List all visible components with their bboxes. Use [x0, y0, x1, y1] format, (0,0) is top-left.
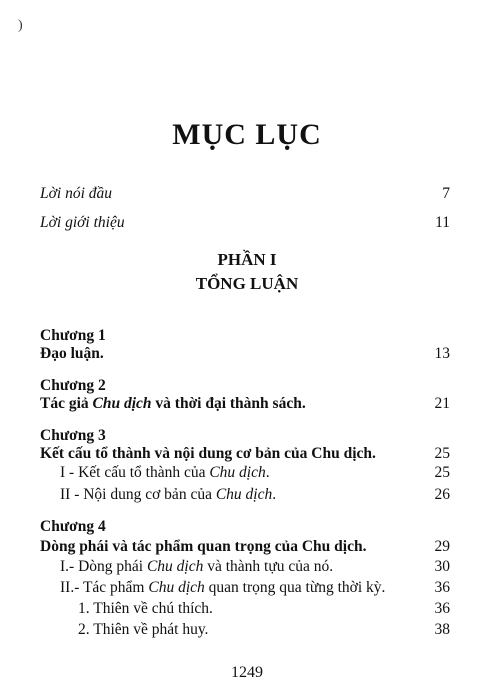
toc-entry-page: 25: [434, 445, 450, 462]
toc-entry-page: 36: [434, 579, 450, 596]
toc-entry-page: 30: [434, 558, 450, 575]
toc-entry-page: 26: [434, 486, 450, 503]
toc-entry-subsection[interactable]: [40, 599, 450, 619]
corner-mark: ): [18, 18, 23, 33]
toc-entry-page: 13: [434, 345, 450, 362]
chapter-title: Dòng phái và tác phẩm quan trọng của Chu dịch.: [40, 538, 367, 555]
page-title: MỤC LỤC: [172, 118, 322, 151]
toc-entry-section[interactable]: [40, 485, 450, 505]
toc-entry-page: 25: [434, 464, 450, 481]
toc-entry-section[interactable]: [40, 578, 450, 598]
chapter-title: Kết cấu tổ thành và nội dung cơ bản của Chu dịch.: [40, 445, 376, 462]
section-title: I - Kết cấu tổ thành của Chu dịch.: [60, 464, 270, 481]
toc-entry-introduction[interactable]: [40, 213, 450, 233]
subsection-title: 2. Thiên về phát huy.: [78, 621, 209, 638]
chapter-heading: Chương 2: [40, 377, 106, 394]
toc-entry-section[interactable]: [40, 463, 450, 483]
toc-entry-chapter-3[interactable]: [40, 444, 450, 464]
page-number: 1249: [231, 664, 263, 681]
toc-entry-page: 29: [434, 538, 450, 555]
toc-entry-chapter-1[interactable]: [40, 344, 450, 364]
chapter-heading: Chương 3: [40, 427, 106, 444]
section-title: II.- Tác phẩm Chu dịch quan trọng qua từng thời kỳ.: [60, 579, 386, 596]
chapter-heading: Chương 4: [40, 518, 106, 535]
section-title: I.- Dòng phái Chu dịch và thành tựu của nó.: [60, 558, 334, 575]
toc-entry-page: 38: [434, 621, 450, 638]
chapter-title: Đạo luận.: [40, 345, 104, 362]
part-number: PHẦN I: [217, 250, 277, 269]
toc-entry-section[interactable]: [40, 557, 450, 577]
subsection-title: 1. Thiên về chú thích.: [78, 600, 213, 617]
toc-entry-page: 11: [435, 214, 450, 231]
toc-entry-page: 36: [434, 600, 450, 617]
chapter-heading: Chương 1: [40, 327, 106, 344]
chapter-title: Tác giả Chu dịch và thời đại thành sách.: [40, 395, 306, 412]
toc-entry-page: 21: [434, 395, 450, 412]
section-title: II - Nội dung cơ bản của Chu dịch.: [60, 486, 277, 503]
toc-entry-label: Lời nói đầu: [40, 185, 113, 202]
toc-entry-chapter-4[interactable]: [40, 537, 450, 557]
toc-entry-subsection[interactable]: [40, 620, 450, 640]
toc-entry-page: 7: [442, 185, 450, 202]
part-name: TỔNG LUẬN: [195, 274, 299, 293]
toc-entry-label: Lời giới thiệu: [40, 214, 125, 231]
toc-entry-chapter-2[interactable]: [40, 394, 450, 414]
toc-entry-preface[interactable]: [40, 184, 450, 204]
